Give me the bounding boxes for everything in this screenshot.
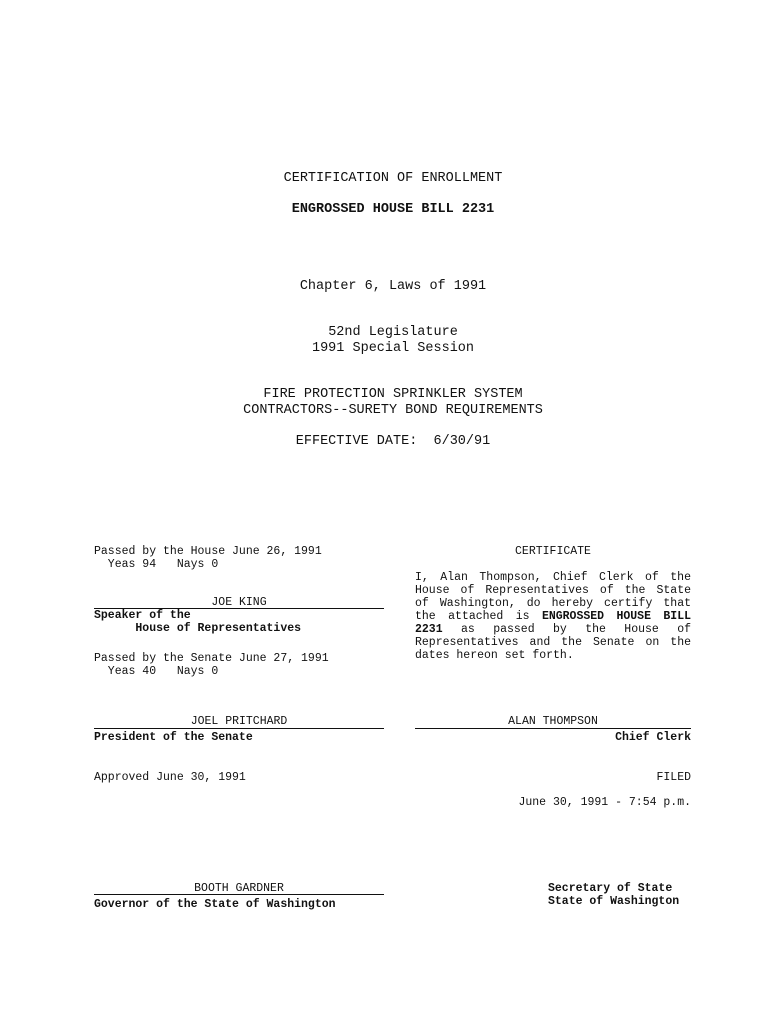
speaker-title-1: Speaker of the <box>94 609 191 622</box>
secretary-title-1: Secretary of State <box>548 882 673 895</box>
session-line: 1991 Special Session <box>311 341 475 356</box>
president-title: President of the Senate <box>94 731 253 744</box>
speaker-name: JOE KING <box>211 596 267 609</box>
house-passed: Passed by the House June 26, 1991 <box>94 545 322 558</box>
bill-title: ENGROSSED HOUSE BILL 2231 <box>291 202 495 217</box>
filed-label: FILED <box>656 771 691 784</box>
senate-passed: Passed by the Senate June 27, 1991 <box>94 652 329 665</box>
certificate-heading: CERTIFICATE <box>515 545 591 558</box>
chapter-line: Chapter 6, Laws of 1991 <box>299 279 487 294</box>
speaker-title-2: House of Representatives <box>94 622 302 635</box>
clerk-signature-line <box>415 728 691 729</box>
house-votes: Yeas 94 Nays 0 <box>94 558 219 571</box>
clerk-name: ALAN THOMPSON <box>508 715 598 728</box>
effective-date: EFFECTIVE DATE: 6/30/91 <box>295 434 491 449</box>
governor-title: Governor of the State of Washington <box>94 898 336 911</box>
certificate-bill-reference: ENGROSSED HOUSE BILL 2231 <box>415 610 691 636</box>
legislature-line: 52nd Legislature <box>328 325 458 340</box>
president-signature-line <box>94 728 384 729</box>
senate-votes: Yeas 40 Nays 0 <box>94 665 219 678</box>
approved-date: Approved June 30, 1991 <box>94 771 246 784</box>
governor-signature-line <box>94 894 384 895</box>
secretary-title-2: State of Washington <box>548 895 680 908</box>
subject-line-2: CONTRACTORS--SURETY BOND REQUIREMENTS <box>243 403 543 418</box>
clerk-title: Chief Clerk <box>615 731 691 744</box>
certification-heading: CERTIFICATION OF ENROLLMENT <box>283 171 503 186</box>
certificate-text-part2: as passed by the House of Representatives and the Senate on the dates hereon set forth. <box>415 623 691 662</box>
governor-name: BOOTH GARDNER <box>194 882 284 895</box>
certificate-text-part1: I, Alan Thompson, Chief Clerk of the House of Representatives of the State of Washington, do hereby certify that the attached is <box>415 571 691 623</box>
certificate-text <box>415 571 691 662</box>
subject-line-1: FIRE PROTECTION SPRINKLER SYSTEM <box>263 387 523 402</box>
president-name: JOEL PRITCHARD <box>190 715 288 728</box>
filed-date: June 30, 1991 - 7:54 p.m. <box>518 796 691 809</box>
